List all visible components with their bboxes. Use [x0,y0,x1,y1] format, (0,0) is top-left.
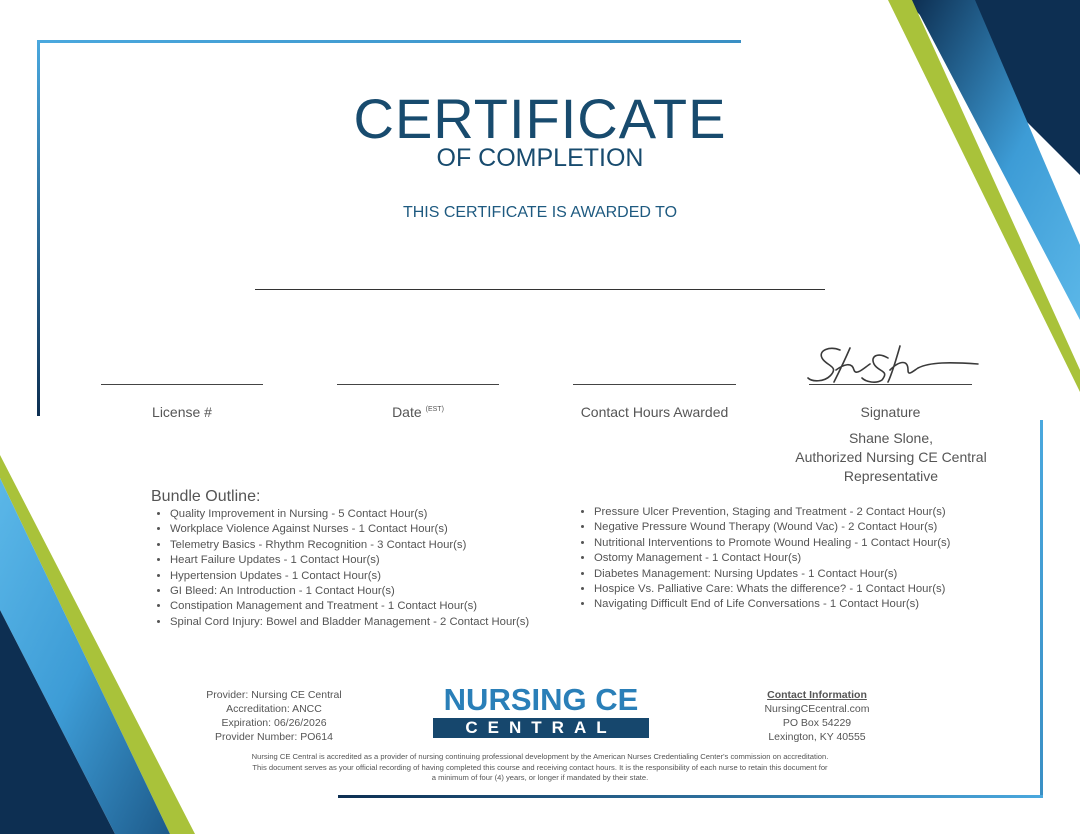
bundle-course-item: • Hypertension Updates - 1 Contact Hour(s) [170,569,529,584]
contact-title: Contact Information [767,689,867,701]
date-label-text: Date [392,404,422,420]
awarded-to-text: THIS CERTIFICATE IS AWARDED TO [402,204,678,221]
bundle-course-item: • Ostomy Management - 1 Contact Hour(s) [594,551,950,566]
contact-website: NursingCEcentral.com [764,703,870,715]
contact-info [740,688,894,744]
provider-expiration: Expiration: 06/26/2026 [221,717,327,729]
signatory-block [780,429,1002,486]
bundle-outline-title: Bundle Outline: [151,488,261,505]
signature-label: Signature [860,404,921,420]
bundle-list-column-1 [151,507,529,630]
license-line [101,384,263,385]
recipient-name-line [255,289,825,290]
frame-right-line [1040,420,1043,798]
bundle-course-item: • Hospice Vs. Palliative Care: Whats the difference? - 1 Contact Hour(s) [594,582,950,597]
bundle-course-item: • Quality Improvement in Nursing - 5 Contact Hour(s) [170,507,529,522]
provider-accreditation: Accreditation: ANCC [226,703,322,715]
bundle-course-item: • Constipation Management and Treatment - 1 Contact Hour(s) [170,599,529,614]
provider-name: Provider: Nursing CE Central [206,689,342,701]
handwritten-signature [800,340,990,390]
bundle-course-item: • Workplace Violence Against Nurses - 1 Contact Hour(s) [170,522,529,537]
bundle-course-item: • Diabetes Management: Nursing Updates - 1 Contact Hour(s) [594,567,950,582]
bundle-course-item: • Telemetry Basics - Rhythm Recognition - 3 Contact Hour(s) [170,538,529,553]
bundle-course-item: • Nutritional Interventions to Promote Wound Healing - 1 Contact Hour(s) [594,536,950,551]
bundle-course-item: • Navigating Difficult End of Life Conversations - 1 Contact Hour(s) [594,597,950,612]
accreditation-disclaimer: Nursing CE Central is accredited as a provider of nursing continuing professional development by the American Nurses Credentialing Center's commission on accreditation. This document serves as your official recording of having completed this course and receiving contact hours. It is the responsibility of each nurse to retain this document for a minimum of four (4) years, or longer if mandated by their state. [251,752,829,782]
contact-po-box: PO Box 54229 [782,717,852,729]
bundle-list-column-2 [575,505,950,613]
signatory-title-2: Representative [843,468,939,484]
contact-hours-label: Contact Hours Awarded [580,404,729,420]
bundle-course-item: • Pressure Ulcer Prevention, Staging and Treatment - 2 Contact Hour(s) [594,505,950,520]
provider-number: Provider Number: PO614 [215,731,333,743]
provider-info [190,688,358,744]
logo-top-text: NURSING CE [443,682,639,717]
logo-bottom-text: CENTRAL [465,718,617,737]
certificate-title: CERTIFICATE [353,87,727,150]
signatory-title-1: Authorized Nursing CE Central [795,449,987,465]
bundle-course-item: • Heart Failure Updates - 1 Contact Hour(s) [170,553,529,568]
nursing-ce-central-logo [433,682,649,741]
bundle-course-item: • Negative Pressure Wound Therapy (Wound Vac) - 2 Contact Hour(s) [594,520,950,535]
date-label [337,404,499,420]
contact-hours-line [573,384,736,385]
date-timezone: (EST) [425,406,444,414]
date-line [337,384,499,385]
frame-top-line [38,40,741,43]
contact-city: Lexington, KY 40555 [768,731,866,743]
frame-bottom-line [338,795,1043,798]
bundle-course-item: • Spinal Cord Injury: Bowel and Bladder Management - 2 Contact Hour(s) [170,615,529,630]
bundle-course-item: • GI Bleed: An Introduction - 1 Contact Hour(s) [170,584,529,599]
signatory-name: Shane Slone, [848,430,934,446]
license-label: License # [152,404,212,420]
certificate-subtitle: OF COMPLETION [436,144,644,172]
